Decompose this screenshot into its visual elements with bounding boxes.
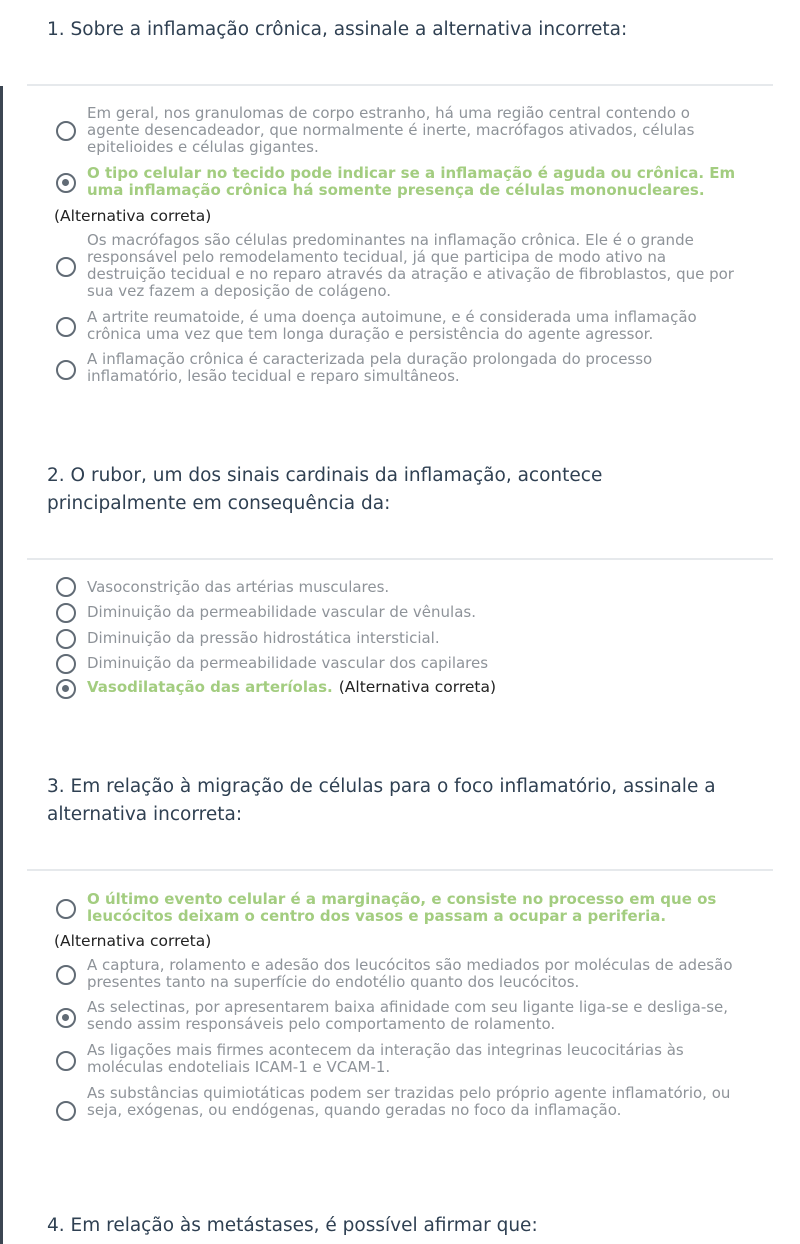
- option-text: As ligações mais firmes acontecem da interação das integrinas leucocitárias às moléculas endoteliais ICAM-1 e VCAM-1.: [87, 1041, 684, 1076]
- option-text: As substâncias quimiotáticas podem ser trazidas pelo próprio agente inflamatório, ou seja, exógenas, ou endógenas, quando geradas no foco da inflamação.: [87, 1084, 731, 1119]
- radio-button[interactable]: [56, 121, 76, 141]
- radio-button[interactable]: [56, 654, 76, 674]
- radio-button[interactable]: [56, 360, 76, 380]
- correct-answer-note: (Alternativa correta): [338, 678, 497, 696]
- question-divider: [27, 869, 773, 871]
- radio-button[interactable]: [56, 1101, 76, 1121]
- radio-button[interactable]: [56, 1051, 76, 1071]
- radio-button[interactable]: [56, 965, 76, 985]
- radio-button[interactable]: [56, 899, 76, 919]
- option-text: Diminuição da permeabilidade vascular dos capilares: [87, 654, 489, 672]
- radio-button[interactable]: [56, 317, 76, 337]
- option-text: Os macrófagos são células predominantes na inflamação crônica. Ele é o grande responsável pelo remodelamento tecidual, já que participa de modo ativo na destruição tecidual e no reparo através da atração e ativação de fibroblastos, que por sua vez fazem a deposição de colágeno.: [87, 231, 734, 300]
- radio-button-selected[interactable]: [56, 1008, 76, 1028]
- left-border-rule: [0, 86, 3, 1244]
- option-text: Diminuição da pressão hidrostática intersticial.: [87, 629, 440, 647]
- option-text-correct: O último evento celular é a marginação, e consiste no processo em que os leucócitos deixam o centro dos vasos e passam a ocupar a periferia.: [87, 890, 717, 925]
- option-text: A captura, rolamento e adesão dos leucócitos são mediados por moléculas de adesão presentes tanto na superfície do endotélio quanto dos leucócitos.: [87, 956, 733, 991]
- question-title: 4. Em relação às metástases, é possível afirmar que:: [47, 1215, 538, 1236]
- question-title: 3. Em relação à migração de células para o foco inflamatório, assinale a alternativa incorreta:: [47, 776, 716, 825]
- radio-button-selected[interactable]: [56, 173, 76, 193]
- question-divider: [27, 84, 773, 86]
- option-text: A artrite reumatoide, é uma doença autoimune, e é considerada uma inflamação crônica uma vez que tem longa duração e persistência do agente agressor.: [87, 308, 697, 343]
- question-title: 2. O rubor, um dos sinais cardinais da inflamação, acontece principalmente em consequência da:: [47, 465, 603, 514]
- option-text-correct: O tipo celular no tecido pode indicar se a inflamação é aguda ou crônica. Em uma inflamação crônica há somente presença de células mononucleares.: [87, 164, 736, 199]
- radio-button[interactable]: [56, 629, 76, 649]
- radio-button[interactable]: [56, 577, 76, 597]
- question-divider: [27, 558, 773, 560]
- option-label: Vasodilatação das arteríolas.: [87, 678, 333, 696]
- option-text: Em geral, nos granulomas de corpo estranho, há uma região central contendo o agente desencadeador, que normalmente é inerte, macrófagos ativados, células epitelioides e células gigantes.: [87, 104, 695, 156]
- option-text-correct: [87, 679, 747, 696]
- option-text: Vasoconstrição das artérias musculares.: [87, 578, 390, 596]
- option-text: Diminuição da permeabilidade vascular de vênulas.: [87, 603, 476, 621]
- radio-button[interactable]: [56, 257, 76, 277]
- correct-answer-note: (Alternativa correta): [54, 207, 212, 225]
- question-title: 1. Sobre a inflamação crônica, assinale a alternativa incorreta:: [47, 19, 628, 40]
- option-text: As selectinas, por apresentarem baixa afinidade com seu ligante liga-se e desliga-se, sendo assim responsáveis pelo comportamento de rolamento.: [87, 998, 729, 1033]
- correct-answer-note: (Alternativa correta): [54, 932, 212, 950]
- option-text: A inflamação crônica é caracterizada pela duração prolongada do processo inflamatório, lesão tecidual e reparo simultâneos.: [87, 350, 653, 385]
- radio-button-selected[interactable]: [56, 679, 76, 699]
- radio-button[interactable]: [56, 603, 76, 623]
